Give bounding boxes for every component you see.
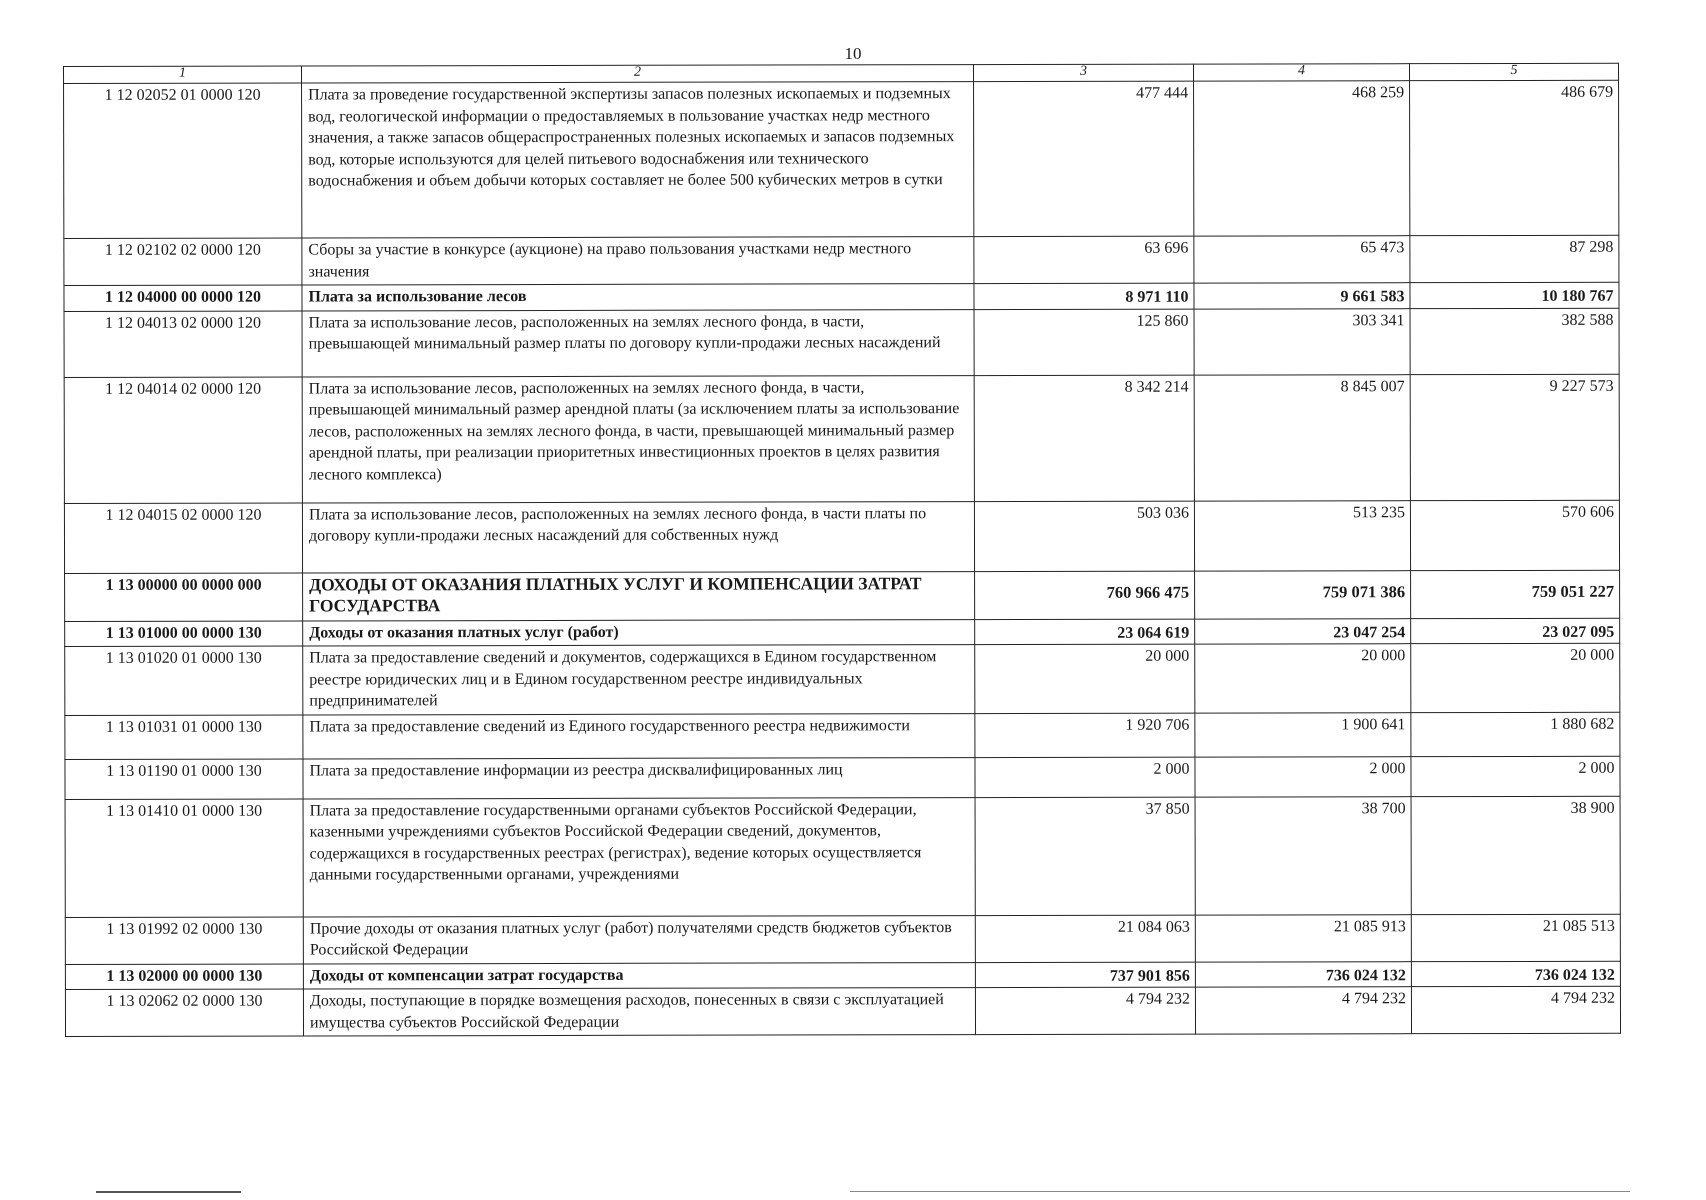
row-value-col3: 37 850 bbox=[975, 797, 1195, 915]
row-value-col4: 2 000 bbox=[1195, 756, 1411, 796]
table-row bbox=[65, 796, 1620, 917]
header-col-1: 1 bbox=[64, 66, 302, 83]
row-value-col3: 23 064 619 bbox=[975, 619, 1195, 645]
row-name: Плата за предоставление государственными органами субъектов Российской Федерации, казенными учреждениями субъектов Российской Федерации сведений, документов, содержащихся в государственных реестрах (регистрах), ведение которых осуществляется данными государственными органами, учреждениями bbox=[303, 797, 975, 916]
row-name: Плата за предоставление сведений из Единого государственного реестра недвижимости bbox=[303, 713, 975, 758]
budget-revenue-table bbox=[63, 63, 1621, 1037]
row-value-col4: 20 000 bbox=[1195, 644, 1411, 713]
row-name: Плата за использование лесов, расположенных на землях лесного фонда, в части, превышающей минимальный размер арендной платы (за исключением платы за использование лесов, расположенных на землях лесного фонда, в части, превышающей минимальный размер арендной платы, при реализации приоритетных инвестиционных проектов в целях развития лесного комплекса) bbox=[302, 375, 974, 502]
row-name: Доходы от оказания платных услуг (работ) bbox=[303, 619, 975, 646]
table-row bbox=[65, 756, 1620, 799]
row-value-col3: 63 696 bbox=[974, 236, 1194, 283]
row-code: 1 12 02052 01 0000 120 bbox=[64, 83, 302, 238]
row-value-col4: 759 071 386 bbox=[1195, 570, 1411, 618]
row-value-col5: 21 085 513 bbox=[1411, 914, 1620, 961]
row-value-col4: 23 047 254 bbox=[1195, 618, 1411, 644]
row-value-col5: 87 298 bbox=[1410, 235, 1619, 282]
table-row bbox=[65, 914, 1620, 964]
row-value-col4: 4 794 232 bbox=[1195, 987, 1411, 1034]
row-value-col5: 1 880 682 bbox=[1411, 712, 1620, 756]
table-body bbox=[64, 80, 1621, 1036]
row-code: 1 12 04015 02 0000 120 bbox=[64, 502, 302, 572]
row-value-col4: 65 473 bbox=[1194, 236, 1410, 283]
row-value-col5: 382 588 bbox=[1410, 308, 1619, 374]
row-value-col3: 20 000 bbox=[975, 644, 1195, 713]
row-value-col5: 9 227 573 bbox=[1410, 374, 1619, 500]
row-value-col5: 20 000 bbox=[1411, 643, 1620, 712]
row-name: Прочие доходы от оказания платных услуг (работ) получателями средств бюджетов субъектов Российской Федерации bbox=[303, 915, 975, 963]
table-row bbox=[64, 308, 1619, 377]
row-name: Сборы за участие в конкурсе (аукционе) на право пользования участками недр местного значения bbox=[302, 237, 974, 285]
row-value-col5: 2 000 bbox=[1411, 756, 1620, 796]
row-value-col4: 736 024 132 bbox=[1195, 961, 1411, 987]
table-row bbox=[65, 712, 1620, 759]
footer-rule-left bbox=[96, 1191, 241, 1193]
row-value-col3: 2 000 bbox=[975, 757, 1195, 797]
row-value-col5: 23 027 095 bbox=[1411, 618, 1620, 644]
footer-rule-right bbox=[850, 1191, 1630, 1192]
row-code: 1 13 01020 01 0000 130 bbox=[65, 646, 303, 715]
header-col-4: 4 bbox=[1193, 64, 1409, 81]
row-value-col3: 8 971 110 bbox=[974, 283, 1194, 309]
row-code: 1 13 01190 01 0000 130 bbox=[65, 758, 303, 798]
row-name: Плата за использование лесов bbox=[302, 284, 974, 311]
row-value-col5: 736 024 132 bbox=[1411, 961, 1620, 987]
row-value-col4: 468 259 bbox=[1194, 81, 1410, 236]
table-row bbox=[65, 618, 1620, 647]
row-value-col5: 4 794 232 bbox=[1411, 986, 1620, 1033]
row-code: 1 13 01992 02 0000 130 bbox=[65, 916, 303, 963]
table-row bbox=[65, 643, 1620, 715]
header-col-5: 5 bbox=[1409, 63, 1618, 80]
row-value-col4: 1 900 641 bbox=[1195, 712, 1411, 756]
row-name: Плата за предоставление информации из реестра дисквалифицированных лиц bbox=[303, 757, 975, 798]
row-code: 1 12 04000 00 0000 120 bbox=[64, 285, 302, 311]
header-col-2: 2 bbox=[302, 65, 974, 83]
row-value-col5: 38 900 bbox=[1411, 796, 1620, 914]
row-name: Доходы, поступающие в порядке возмещения расходов, понесенных в связи с эксплуатацией имущества субъектов Российской Федерации bbox=[303, 988, 975, 1036]
row-name: Плата за проведение государственной экспертизы запасов полезных ископаемых и подземных вод, геологической информации о предоставляемых в пользование участках недр местного значения, а также запасов общераспространенных полезных ископаемых и запасов подземных вод, которые используются для целей питьевого водоснабжения или технического водоснабжения и объем добычи которых составляет не более 500 кубических метров в сутки bbox=[302, 82, 974, 238]
row-name: Доходы от компенсации затрат государства bbox=[303, 962, 975, 989]
row-value-col5: 486 679 bbox=[1410, 80, 1619, 235]
row-code: 1 13 01410 01 0000 130 bbox=[65, 798, 303, 916]
row-value-col3: 4 794 232 bbox=[975, 987, 1195, 1034]
budget-table-wrapper bbox=[63, 63, 1620, 1037]
row-value-col3: 477 444 bbox=[974, 81, 1194, 236]
table-row bbox=[64, 374, 1619, 503]
row-code: 1 13 01031 01 0000 130 bbox=[65, 714, 303, 758]
row-code: 1 13 02000 00 0000 130 bbox=[65, 963, 303, 989]
page-number: 10 bbox=[844, 44, 862, 63]
row-value-col4: 303 341 bbox=[1194, 308, 1410, 374]
table-row bbox=[64, 80, 1619, 238]
row-name: Плата за предоставление сведений и документов, содержащихся в Едином государственном реестре юридических лиц и в Едином государственном реестре индивидуальных предпринимателей bbox=[303, 645, 975, 715]
row-value-col4: 38 700 bbox=[1195, 796, 1411, 914]
table-row bbox=[64, 500, 1619, 573]
row-value-col3: 503 036 bbox=[974, 501, 1194, 571]
row-value-col4: 9 661 583 bbox=[1194, 283, 1410, 309]
row-code: 1 12 04014 02 0000 120 bbox=[64, 376, 302, 502]
table-row bbox=[65, 961, 1620, 990]
row-value-col3: 8 342 214 bbox=[974, 375, 1194, 501]
row-code: 1 13 00000 00 0000 000 bbox=[65, 572, 303, 620]
row-code: 1 12 04013 02 0000 120 bbox=[64, 310, 302, 376]
row-code: 1 12 02102 02 0000 120 bbox=[64, 238, 302, 285]
row-name: ДОХОДЫ ОТ ОКАЗАНИЯ ПЛАТНЫХ УСЛУГ И КОМПЕНСАЦИИ ЗАТРАТ ГОСУДАРСТВА bbox=[303, 571, 975, 620]
table-row bbox=[65, 986, 1620, 1036]
row-value-col5: 570 606 bbox=[1410, 500, 1619, 570]
table-row bbox=[64, 235, 1619, 285]
row-value-col3: 737 901 856 bbox=[975, 962, 1195, 988]
table-row bbox=[65, 570, 1620, 621]
row-value-col3: 1 920 706 bbox=[975, 713, 1195, 757]
row-value-col4: 21 085 913 bbox=[1195, 914, 1411, 961]
row-name: Плата за использование лесов, расположенных на землях лесного фонда, в части, превышающей минимальный размер платы по договору купли-продажи лесных насаждений bbox=[302, 309, 974, 376]
row-name: Плата за использование лесов, расположенных на землях лесного фонда, в части платы по договору купли-продажи лесных насаждений для собственных нужд bbox=[302, 501, 974, 572]
row-value-col5: 759 051 227 bbox=[1411, 570, 1620, 618]
row-value-col3: 760 966 475 bbox=[975, 571, 1195, 619]
row-value-col3: 21 084 063 bbox=[975, 915, 1195, 962]
row-value-col4: 513 235 bbox=[1194, 500, 1410, 570]
header-col-3: 3 bbox=[973, 64, 1193, 81]
row-value-col5: 10 180 767 bbox=[1410, 282, 1619, 308]
row-code: 1 13 01000 00 0000 130 bbox=[65, 620, 303, 646]
row-value-col4: 8 845 007 bbox=[1194, 374, 1410, 500]
row-value-col3: 125 860 bbox=[974, 309, 1194, 375]
table-row bbox=[64, 282, 1619, 311]
row-code: 1 13 02062 02 0000 130 bbox=[65, 989, 303, 1036]
